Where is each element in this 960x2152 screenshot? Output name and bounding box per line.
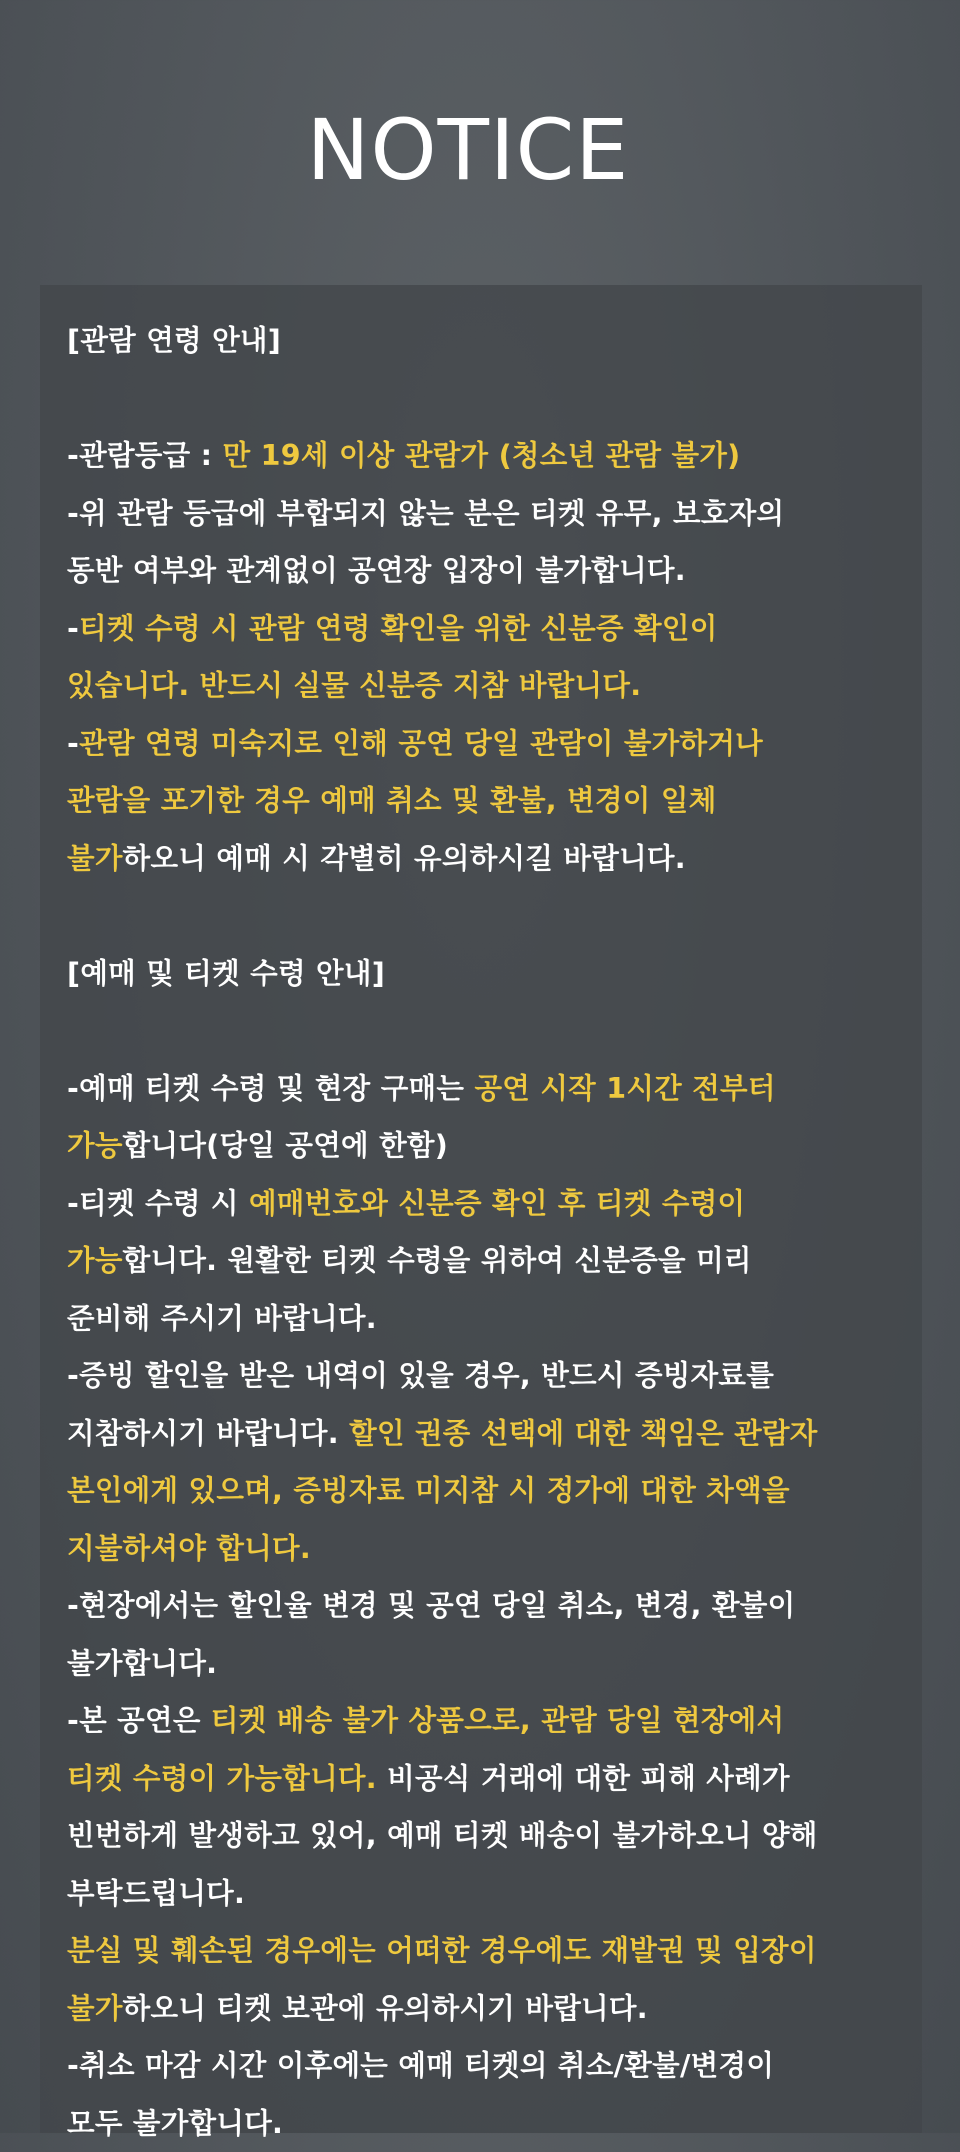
section-heading-age: [관람 연령 안내] <box>67 312 917 370</box>
highlighted-text: 티켓 수령이 가능합니다. <box>67 1762 377 1795</box>
highlighted-text: 공연 시작 1시간 전부터 <box>474 1072 775 1105</box>
body-text: 빈번하게 발생하고 있어, 예매 티켓 배송이 불가하오니 양해 <box>67 1819 818 1852</box>
notice-line <box>67 485 917 543</box>
body-text: 합니다. 원활한 티켓 수령을 위하여 신분증을 미리 <box>123 1244 752 1277</box>
highlighted-text: 불가 <box>67 842 123 875</box>
body-text: - <box>67 727 79 760</box>
notice-line <box>67 1635 917 1693</box>
notice-line <box>67 715 917 773</box>
notice-line <box>67 1232 917 1290</box>
highlighted-text: 본인에게 있으며, 증빙자료 미지참 시 정가에 대한 차액을 <box>67 1474 790 1507</box>
body-text: 부탁드립니다. <box>67 1877 245 1910</box>
body-text: 동반 여부와 관계없이 공연장 입장이 불가합니다. <box>67 554 686 587</box>
notice-line <box>67 1692 917 1750</box>
spacer <box>67 887 917 945</box>
body-text: -위 관람 등급에 부합되지 않는 분은 티켓 유무, 보호자의 <box>67 497 784 530</box>
body-text: -취소 마감 시간 이후에는 예매 티켓의 취소/환불/변경이 <box>67 2049 774 2082</box>
body-text: -증빙 할인을 받은 내역이 있을 경우, 반드시 증빙자료를 <box>67 1359 774 1392</box>
body-text: -티켓 수령 시 <box>67 1187 249 1220</box>
highlighted-text: 분실 및 훼손된 경우에는 어떠한 경우에도 재발권 및 입장이 <box>67 1934 817 1967</box>
body-text: -현장에서는 할인율 변경 및 공연 당일 취소, 변경, 환불이 <box>67 1589 795 1622</box>
body-text: 준비해 주시기 바랍니다. <box>67 1302 377 1335</box>
notice-line <box>67 1865 917 1923</box>
notice-line <box>67 772 917 830</box>
notice-line <box>67 1922 917 1980</box>
notice-line <box>67 830 917 888</box>
highlighted-text: 불가 <box>67 1992 123 2025</box>
body-text: 하오니 예매 시 각별히 유의하시길 바랍니다. <box>123 842 686 875</box>
notice-line <box>67 427 917 485</box>
body-text: 하오니 티켓 보관에 유의하시기 바랍니다. <box>123 1992 648 2025</box>
spacer <box>67 370 917 428</box>
body-text: -본 공연은 <box>67 1704 211 1737</box>
notice-line <box>67 1520 917 1578</box>
notice-line <box>67 1175 917 1233</box>
body-text: -예매 티켓 수령 및 현장 구매는 <box>67 1072 474 1105</box>
notice-line <box>67 1750 917 1808</box>
notice-line <box>67 1980 917 2038</box>
highlighted-text: 예매번호와 신분증 확인 후 티켓 수령이 <box>249 1187 745 1220</box>
notice-line <box>67 1807 917 1865</box>
age-guide-lines <box>67 427 917 887</box>
spacer <box>67 1002 917 1060</box>
highlighted-text: 관람을 포기한 경우 예매 취소 및 환불, 변경이 일체 <box>67 784 717 817</box>
highlighted-text: 티켓 수령 시 관람 연령 확인을 위한 신분증 확인이 <box>79 612 717 645</box>
page-title: NOTICE <box>0 95 936 205</box>
body-text: 비공식 거래에 대한 피해 사례가 <box>377 1762 790 1795</box>
notice-line <box>67 1405 917 1463</box>
section-heading-ticket: [예매 및 티켓 수령 안내] <box>67 945 917 1003</box>
notice-line <box>67 600 917 658</box>
body-text: -관람등급 : <box>67 439 223 472</box>
highlighted-text: 관람 연령 미숙지로 인해 공연 당일 관람이 불가하거나 <box>79 727 763 760</box>
ticket-guide-lines <box>67 1060 917 2152</box>
body-text: - <box>67 612 79 645</box>
notice-line <box>67 2037 917 2095</box>
notice-line <box>67 1117 917 1175</box>
notice-line <box>67 657 917 715</box>
highlighted-text: 할인 권종 선택에 대한 책임은 관람자 <box>349 1417 818 1450</box>
notice-line <box>67 1577 917 1635</box>
body-text: 합니다(당일 공연에 한함) <box>123 1129 448 1162</box>
notice-line <box>67 542 917 600</box>
highlighted-text: 있습니다. 반드시 실물 신분증 지참 바랍니다. <box>67 669 641 702</box>
notice-line <box>67 1347 917 1405</box>
notice-line <box>67 1060 917 1118</box>
body-text: 지참하시기 바랍니다. <box>67 1417 349 1450</box>
highlighted-text: 만 19세 이상 관람가 (청소년 관람 불가) <box>223 439 741 472</box>
notice-line <box>67 1462 917 1520</box>
highlighted-text: 가능 <box>67 1244 123 1277</box>
highlighted-text: 가능 <box>67 1129 123 1162</box>
body-text: 불가합니다. <box>67 1647 217 1680</box>
notice-content <box>67 312 917 2152</box>
notice-line <box>67 2095 917 2152</box>
highlighted-text: 지불하셔야 합니다. <box>67 1532 311 1565</box>
body-text: 모두 불가합니다. <box>67 2107 283 2140</box>
highlighted-text: 티켓 배송 불가 상품으로, 관람 당일 현장에서 <box>211 1704 784 1737</box>
notice-line <box>67 1290 917 1348</box>
